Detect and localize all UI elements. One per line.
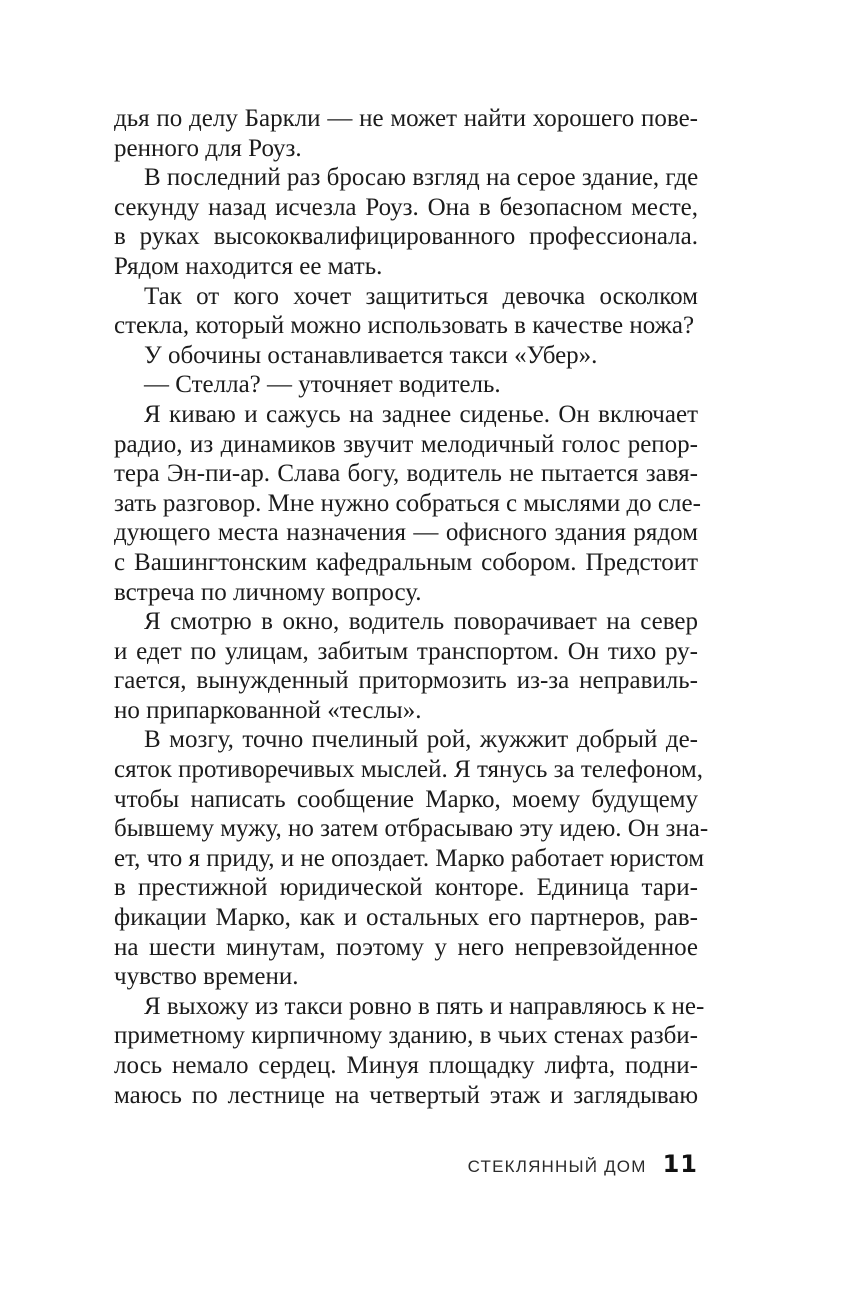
text-line: дья по делу Баркли — не может найти хорошего пове- xyxy=(114,105,698,132)
text-line: маюсь по лестнице на четвертый этаж и заглядываю xyxy=(114,1081,698,1109)
text-line: Рядом находится ее мать. xyxy=(114,252,383,280)
page-footer xyxy=(440,1150,698,1184)
text-line: Я киваю и сажусь на заднее сиденье. Он включает xyxy=(144,400,698,428)
text-line: и едет по улицам, забитым транспортом. Он тихо ру- xyxy=(114,637,698,665)
text-line: радио, из динамиков звучит мелодичный голос репор- xyxy=(114,430,698,458)
text-line: В мозгу, точно пчелиный рой, жужжит добрый де- xyxy=(144,726,698,754)
text-line: лось немало сердец. Минуя площадку лифта, подни- xyxy=(114,1052,698,1079)
text-line: на шести минутам, поэтому у него непревзойденное xyxy=(114,933,698,961)
text-line: бывшему мужу, но затем отбрасываю эту идею. Он зна- xyxy=(114,815,709,843)
page-body xyxy=(114,104,709,1110)
text-line: Я смотрю в окно, водитель поворачивает на север xyxy=(144,608,698,636)
text-line: фикации Марко, как и остальных его партнеров, рав- xyxy=(114,904,698,932)
text-line: гается, вынужденный притормозить из-за неправиль- xyxy=(114,667,698,695)
text-line: встреча по личному вопросу. xyxy=(114,578,422,606)
text-line: дующего места назначения — офисного здания рядом xyxy=(114,519,698,547)
text-line: Так от кого хочет защититься девочка осколком xyxy=(144,282,698,310)
text-line: У обочины останавливается такси «Убер». xyxy=(144,341,598,369)
text-line: тера Эн-пи-ар. Слава богу, водитель не пытается завя- xyxy=(114,460,698,488)
text-line: зать разговор. Мне нужно собраться с мыслями до сле- xyxy=(114,489,701,517)
text-line: с Вашингтонским кафедральным собором. Предстоит xyxy=(114,548,698,576)
page-number: 11 xyxy=(662,1150,698,1178)
text-line: — Стелла? — уточняет водитель. xyxy=(144,371,501,399)
text-line: ренного для Роуз. xyxy=(114,134,302,162)
text-line: ет, что я приду, и не опоздает. Марко работает юристом xyxy=(114,844,705,872)
text-line: сяток противоречивых мыслей. Я тянусь за телефоном, xyxy=(114,756,703,784)
text-line: приметному кирпичному зданию, в чьих стенах разби- xyxy=(114,1022,698,1050)
text-line: в престижной юридической конторе. Единица тари- xyxy=(114,874,698,902)
text-line: но припаркованной «теслы». xyxy=(114,696,422,724)
text-line: чтобы написать сообщение Марко, моему будущему xyxy=(114,785,698,813)
text-line: В последний раз бросаю взгляд на серое здание, где xyxy=(144,164,699,192)
running-title: СТЕКЛЯННЫЙ ДОМ xyxy=(467,1157,647,1176)
text-line: стекла, который можно использовать в качестве ножа? xyxy=(114,312,695,340)
text-line: в руках высококвалифицированного профессионала. xyxy=(114,223,698,251)
text-line: Я выхожу из такси ровно в пять и направляюсь к не- xyxy=(144,992,705,1020)
text-line: секунду назад исчезла Роуз. Она в безопасном месте, xyxy=(114,193,698,221)
text-line: чувство времени. xyxy=(114,963,299,991)
